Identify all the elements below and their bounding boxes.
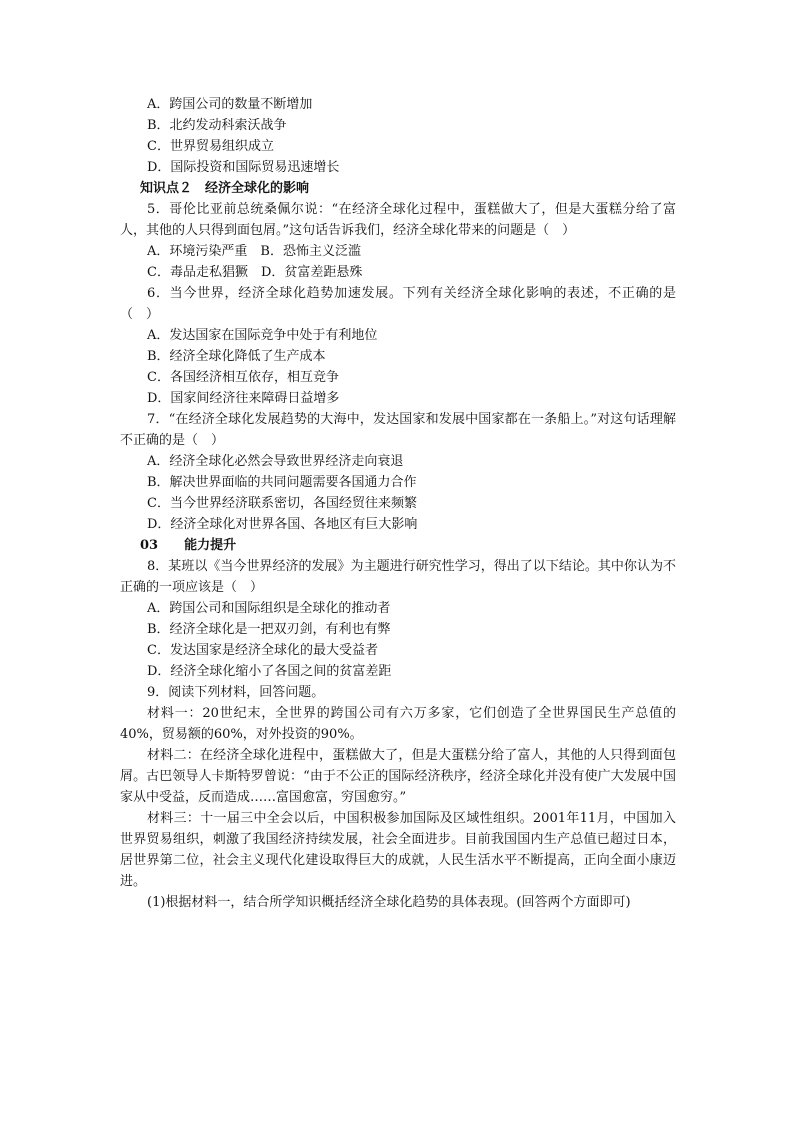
q7-option-d: D．经济全球化对世界各国、各地区有巨大影响 <box>147 517 418 532</box>
q7-option-c: C．当今世界经济联系密切，各国经贸往来频繁 <box>147 496 417 511</box>
q5-options-row-2: C．毒品走私猖獗 D．贫富差距悬殊 <box>147 265 363 280</box>
section-heading-knowledge-2: 知识点２ 经济全球化的影响 <box>140 181 310 196</box>
q8-option-d: D．经济全球化缩小了各国之间的贫富差距 <box>147 664 392 679</box>
q9-material-2: 材料二：在经济全球化进程中，蛋糕做大了，但是大蛋糕分给了富人，其他的人只得到面包屑。古巴领导人卡斯特罗曾说：“由于不公正的国际经济秩序，经济全球化并没有使广大发展中国家从中受益，反而造成……富国愈富，穷国愈穷。” <box>120 748 676 805</box>
document-body <box>120 94 676 913</box>
q4-option-d: D．国际投资和国际贸易迅速增长 <box>147 160 340 175</box>
q6-option-c: C．各国经济相互依存，相互竞争 <box>147 370 339 385</box>
q9-material-3: 材料三：十一届三中全会以后，中国积极参加国际及区域性组织。2001年11月，中国加入世界贸易组织，刺激了我国经济持续发展，社会全面进步。目前我国国内生产总值已超过日本，居世界第二位，社会主义现代化建设取得巨大的成就，人民生活水平不断提高，正向全面小康迈进。 <box>120 811 676 889</box>
question-8-text: 8．某班以《当今世界经济的发展》为主题进行研究性学习，得出了以下结论。其中你认为不正确的一项应该是（ ） <box>120 559 676 595</box>
q6-option-d: D．国家间经济往来障碍日益增多 <box>147 391 340 406</box>
q9-material-1: 材料一：20世纪末，全世界的跨国公司有六万多家，它们创造了全世界国民生产总值的40%，贸易额的60%，对外投资的90%。 <box>120 706 676 742</box>
question-5-text: 5．哥伦比亚前总统桑佩尔说：“在经济全球化过程中，蛋糕做大了，但是大蛋糕分给了富人，其他的人只得到面包屑。”这句话告诉我们，经济全球化带来的问题是（ ） <box>120 202 676 238</box>
question-9-text: 9．阅读下列材料，回答问题。 <box>147 685 325 700</box>
q5-options-row-1: A．环境污染严重 B．恐怖主义泛滥 <box>147 244 361 259</box>
q8-option-b: B．经济全球化是一把双刃剑，有利也有弊 <box>147 622 391 637</box>
question-7-text: 7．“在经济全球化发展趋势的大海中，发达国家和发展中国家都在一条船上。”对这句话理解不正确的是（ ） <box>120 412 676 448</box>
q4-option-c: C．世界贸易组织成立 <box>147 139 274 154</box>
q6-option-b: B．经济全球化降低了生产成本 <box>147 349 326 364</box>
q4-option-a: A．跨国公司的数量不断增加 <box>147 97 313 112</box>
q4-option-b: B．北约发动科索沃战争 <box>147 118 287 133</box>
q7-option-a: A．经济全球化必然会导致世界经济走向衰退 <box>147 454 404 469</box>
q6-option-a: A．发达国家在国际竞争中处于有利地位 <box>147 328 378 343</box>
q9-subquestion-1: (1)根据材料一，结合所学知识概括经济全球化趋势的具体表现。(回答两个方面即可) <box>147 895 631 910</box>
section-heading-ability: 03 能力提升 <box>140 538 237 553</box>
q8-option-c: C．发达国家是经济全球化的最大受益者 <box>147 643 378 658</box>
q7-option-b: B．解决世界面临的共同问题需要各国通力合作 <box>147 475 417 490</box>
q8-option-a: A．跨国公司和国际组织是全球化的推动者 <box>147 601 391 616</box>
question-6-text: 6．当今世界，经济全球化趋势加速发展。下列有关经济全球化影响的表述，不正确的是（ ） <box>120 286 676 322</box>
